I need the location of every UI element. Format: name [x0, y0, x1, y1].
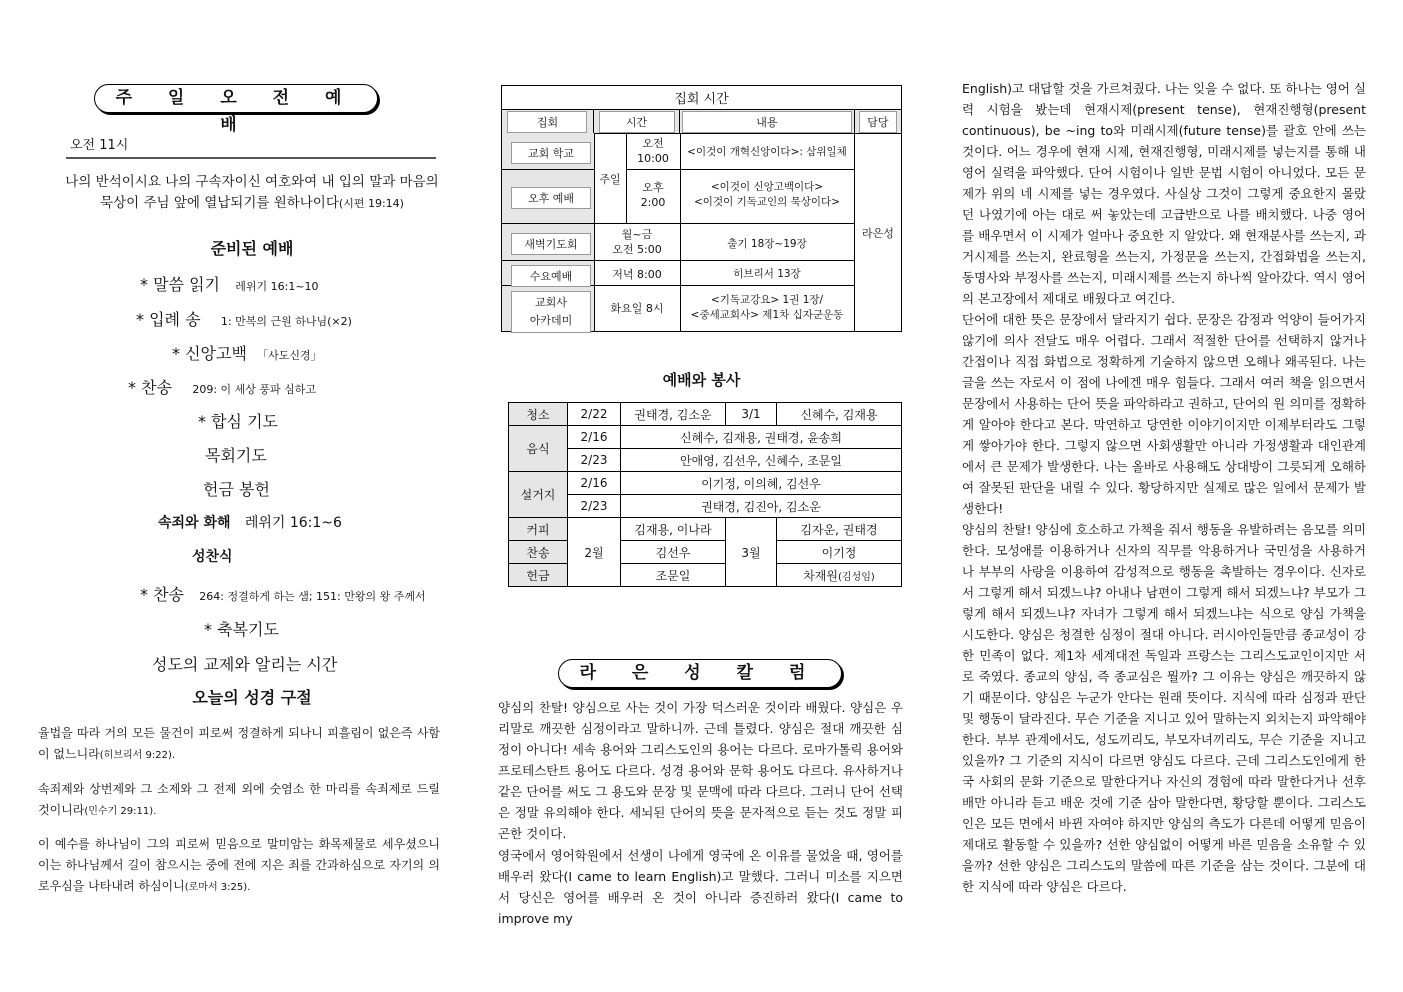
month-1: 2월 [568, 518, 621, 587]
time-5: 화요일 8시 [610, 302, 664, 315]
scripture-3: 이 예수를 하나님이 그의 피로써 믿음으로 말미암는 화목제물로 세우셨으니 이는 하나님께서 길이 참으시는 중에 전에 지은 죄를 간과하심으로 자기의 의로우심을 나타내려 하심이니(로마서 3:25). [38, 837, 440, 893]
meeting-dawn: 새벽기도회 [511, 233, 591, 255]
time-3: 월~금 오전 5:00 [612, 228, 662, 256]
month-2: 3월 [726, 518, 777, 587]
coffee-mar: 김자운, 권태경 [777, 518, 902, 541]
time-2: 오후 2:00 [640, 181, 666, 209]
scripture-1: 율법을 따라 거의 모든 물건이 피로써 정결하게 되나니 피흘림이 없은즉 사함이 없느니라(히브리서 9:22). [38, 726, 440, 761]
service-table [508, 402, 902, 587]
right-paragraph-3: 양심의 찬탈! 양심에 호소하고 가책을 줘서 행동을 유발하려는 음모를 의미한다. 모성애를 이용하거나 신자의 직무를 악용하거나 국민성을 사용하거나 부부의 사랑을 이용하여 감성적으로 행동을 촉발하는 경우이다. 신자로서 그렇게 해서 되겠느냐? 아내나 남편이 그렇게 해서 되겠느냐? 부모가 그렇게 해서 되겠느냐? 자녀가 그렇게 해서 되겠느냐는 식으로 양심 가책을 시도한다. 양심은 청결한 심정이 절대 아니다. 러시아인들만큼 종교성이 강한 민족이 없다. 제1차 세계대전 독일과 프랑스는 그리스도교인이지만 서로 죽였다. 종교의 양심, 즉 종교심은 뭘까? 그 이유는 양심은 깨끗하지 않기 때문이다. 양심은 누군가 안다는 원래 뜻이다. 지식에 따라 심정과 판단 및 행동이 달라진다. 무슨 기준을 지니고 있어 말하는지 외치는지 파악해야 한다. 부부 관계에서도, 성도끼리도, 부모자녀끼리도, 무슨 기준을 지니고 있을까? 그 기준의 지식이 다르면 양심도 다르다. 근데 그리스도인에게 한국 사회의 문화 기준으로 말한다거나 자신의 경험에 따라 말한다거나 선후배만 아니라 듣고 배운 것에 기준 삼아 말한다면, 황당할 뿐이다. 그리스도인은 모든 면에서 바뀐 자여야 하지만 양심의 측도가 다른데 어떻게 믿음이 제대로 활동할 수 있을까? 선한 양심없이 어떻게 바른 믿음을 소유할 수 있을까? 선한 양심은 그리스도의 말씀에 따른 기준을 삼는 것이다. 그분에 대한 지식에 따라 양심은 다르다. [962, 522, 1366, 894]
order-item: 속죄와 화해 레위기 16:1~6 [158, 515, 342, 531]
time-4: 저녁 8:00 [612, 268, 662, 281]
opening-verse-ref: (시편 19:14) [338, 197, 404, 210]
content-4: 히브리서 13장 [733, 268, 801, 280]
order-item: 목회기도 [205, 446, 267, 465]
offering-label: 헌금 [509, 564, 568, 587]
meeting-afternoon: 오후 예배 [511, 187, 591, 209]
dishes-names: 이기정, 이의혜, 김선우 [621, 472, 902, 495]
order-item: * 신앙고백 「사도신경」 [172, 344, 322, 363]
hymn-feb: 김선우 [621, 541, 726, 564]
cleaning-label: 청소 [509, 403, 568, 426]
column-paragraph-2: 영국에서 영어학원에서 선생이 나에게 영국에 온 이유를 물었을 때, 영어를 배우러 왔다(I came to learn English)고 말했다. 그러니 미소를 지으면서 당신은 영어를 배우러 온 것이 아니라 증진하러 왔다(I came to improve my [498, 848, 903, 926]
content-3: 출기 18장~19장 [727, 238, 807, 250]
column-paragraph-1: 양심의 찬탈! 양심으로 사는 것이 가장 덕스러운 것이라 배웠다. 양심은 우리말로 깨끗한 심정이라고 말하니까. 근데 틀렸다. 양심은 절대 깨끗한 심정이 아니다! 세속 용어와 그리스도인의 용어는 다르다. 로마가톨릭 용어와 프로테스탄트 용어도 다르다. 성경 용어와 문학 용어도 다르다. 유사하거나 같은 단어를 써도 그 용도와 문장 및 문맥에 따라 다르다. 그러니 단어 선택은 정말 유의해야 한다. 세뇌된 단어의 뜻을 문자적으로 듣는 것도 정말 피곤한 것이다. [498, 700, 903, 841]
food-label: 음식 [509, 426, 568, 472]
order-item: * 말씀 읽기 레위기 16:1~10 [140, 275, 319, 294]
order-item: * 찬송 209: 이 세상 풍파 심하고 [128, 378, 317, 397]
scripture-heading: 오늘의 성경 구절 [192, 688, 312, 707]
food-date: 2/16 [568, 426, 621, 449]
offering-mar: 차재원(김성임) [777, 564, 902, 587]
coffee-label: 커피 [509, 518, 568, 541]
cleaning-names: 권태경, 김소운 [621, 403, 726, 426]
schedule-body [501, 133, 902, 332]
order-heading: 준비된 예배 [210, 239, 294, 258]
dishes-date: 2/16 [568, 472, 621, 495]
column-title: 라 은 성 칼 럼 [558, 659, 842, 688]
order-item: * 입례 송 1: 만복의 근원 하나님(×2) [136, 310, 352, 329]
time-1: 오전 10:00 [637, 137, 669, 165]
content-5: <기독교강요> 1권 1장/ <중세교회사> 제1차 십자군운동 [690, 294, 844, 321]
order-item: 헌금 봉헌 [203, 480, 270, 499]
right-paragraph-2: 단어에 대한 뜻은 문장에서 달라지기 쉽다. 문장은 감정과 억양이 들어가지 않기에 의사 전달도 매우 어렵다. 그래서 적절한 단어를 선택하지 않거나 간접이나 직접 화법으로 정확하게 기술하지 않으면 오해나 왜곡된다. 나는 글을 쓰는 자로서 이 점에 나에겐 매우 힘들다. 그래서 여러 책을 읽으면서 문장에서 사용하는 단어 뜻을 파악하라고 권하고, 단어의 원 의미를 정확하게 알아야 한다고 본다. 막연하고 당연한 이야기이지만 이제부터라도 그렇게 쌓아가야 한다. 그렇지 않으면 사회생활만 아니라 가정생활과 대인관계에서 큰 문제가 발생한다. 나는 올바로 사용해도 상대방이 그릇되게 오해하여 잘못된 판단을 내릴 수 있다. 황당하지만 실제로 많은 일에서 문제가 발생한다! [962, 312, 1366, 516]
content-2: <이것이 신앙고백이다> <이것이 기독교인의 묵상이다> [694, 181, 840, 208]
order-item: * 찬송 264: 정결하게 하는 샘; 151: 만왕의 왕 주께서 [140, 585, 426, 604]
cleaning-date: 2/22 [568, 403, 621, 426]
content-1: <이것이 개혁신앙이다>: 삼위일체 [687, 146, 847, 158]
header-content: 내용 [682, 111, 852, 133]
worship-title: 주 일 오 전 예 배 [94, 84, 378, 113]
order-item: 성찬식 [192, 549, 233, 565]
leader: 라은성 [862, 227, 894, 240]
service-heading: 예배와 봉사 [662, 371, 741, 389]
order-item: * 축복기도 [204, 620, 279, 639]
meeting-wednesday: 수요예배 [511, 265, 591, 287]
header-time: 시간 [599, 111, 675, 133]
schedule-title: 집회 시간 [502, 86, 902, 110]
worship-time: 오전 11시 [70, 138, 129, 153]
header-leader: 담당 [859, 111, 897, 133]
right-text [962, 78, 1366, 897]
meeting-academy: 교회사 아카데미 [511, 291, 591, 333]
food-names: 신혜수, 김재용, 권태경, 윤송희 [621, 426, 902, 449]
coffee-feb: 김재용, 이나라 [621, 518, 726, 541]
order-item: * 합심 기도 [198, 412, 278, 431]
hymn-label: 찬송 [509, 541, 568, 564]
food-date: 2/23 [568, 449, 621, 472]
meeting-church-school: 교회 학교 [511, 142, 591, 164]
opening-verse-text: 나의 반석이시요 나의 구속자이신 여호와여 내 입의 말과 마음의 묵상이 주님 앞에 열납되기를 원하나이다 [65, 174, 439, 211]
offering-feb: 조문일 [621, 564, 726, 587]
cleaning-date: 3/1 [726, 403, 777, 426]
right-paragraph-1: English)고 대답할 것을 가르쳐줬다. 나는 잊을 수 없다. 또 하나는 영어 실력 시험을 봤는데 현재시제(present tense), 현재진행형(present continuous), be ~ing to와 미래시제(future tense)를 괄호 안에 쓰는 것이다. 어느 경우에 현재 시제, 현재진행형, 미래시제를 넣는지를 통해 내 영어 실력을 파악했다. 단어 시험이나 일반 문법 시험이 아니었다. 모든 문제가 위의 네 시제를 넣는 경우였다. 사실상 그것이 그렇게 중요한지 몰랐던 나였기에 아는 대로 써 놓았는데 고급반으로 나를 배치했다. 나중 영어를 배우면서 이 시제가 얼마나 중요한 지 알았다. 왜 현재분사를 쓰는지, 과거시제를 쓰는지, 완료형을 쓰는지, 가정문을 쓰는지, 간접화법을 쓰는지, 동명사와 부정사를 쓰는지, 미래시제를 쓰는지 하나씩 알아갔다. 역시 영어의 본고장에서 제대로 배웠다고 여긴다. [962, 81, 1366, 306]
dishes-date: 2/23 [568, 495, 621, 518]
dishes-label: 설거지 [509, 472, 568, 518]
order-item: 성도의 교제와 알리는 시간 [152, 655, 338, 674]
food-names: 안애영, 김선우, 신혜수, 조문일 [621, 449, 902, 472]
header-meeting: 집회 [507, 111, 587, 133]
schedule-table [501, 85, 902, 134]
divider [66, 157, 436, 159]
dishes-names: 권태경, 김진아, 김소운 [621, 495, 902, 518]
hymn-mar: 이기정 [777, 541, 902, 564]
scripture-2: 속죄제와 상번제와 그 소제와 그 전제 외에 숫염소 한 마리를 속죄제로 드릴 것이니라(민수기 29:11). [38, 782, 440, 817]
day-sunday: 주일 [599, 173, 621, 186]
cleaning-names: 신혜수, 김재용 [777, 403, 902, 426]
opening-verse [62, 172, 442, 214]
